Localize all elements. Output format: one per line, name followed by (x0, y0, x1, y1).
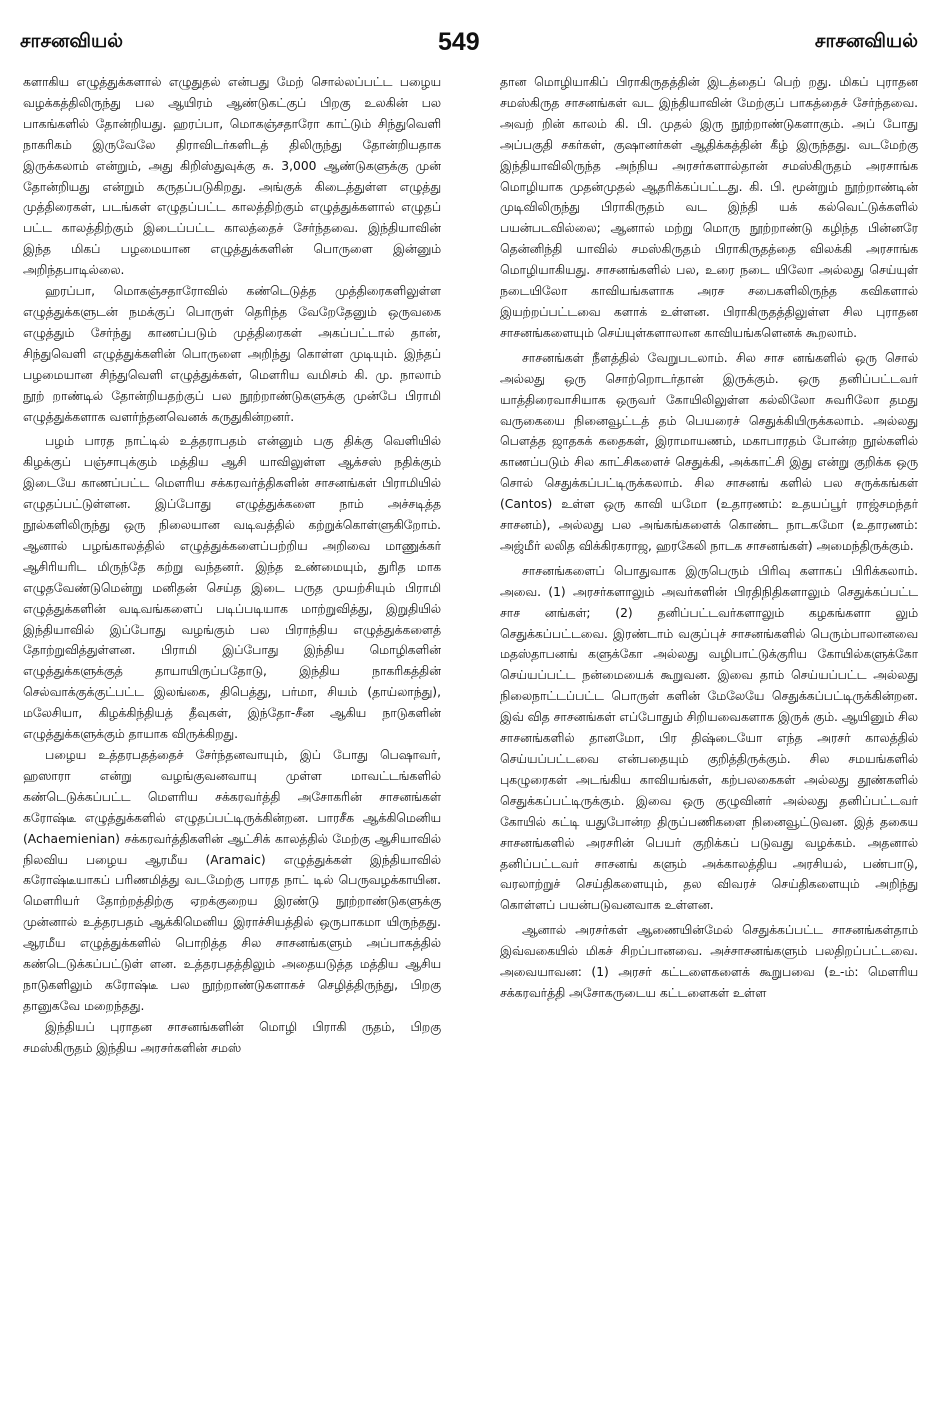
paragraph: தான மொழியாகிப் பிராகிருதத்தின் இடத்தைப் பெற் றது. மிகப் புராதன சமஸ்கிருத சாசனங்கள் வட இந்தியாவின் மேற்குப் பாகத்தைச் சேர்ந்தவை. அவற் றின் காலம் கி. பி. முதல் இரு நூற்றாண்டுகளாகும். அப் போது அப்பகுதி சகர்கள், குஷானர்கள் ஆதிக்கத்தின் கீழ் இருந்தது. வடமேற்கு இந்தியாவிலிருந்த அந்நிய அரசர்களால்தான் சமஸ்கிருதம் அரசாங்க மொழியாக முதன்முதல் ஆதரிக்கப்பட்டது. கி. பி. மூன்றும் நூற்றாண்டின் முடிவிலிருந்து பிராகிருதம் வட இந்தி யக் கல்வெட்டுக்களில் பயன்படவில்லை; ஆனால் மற்று மொரு நூற்றாண்டு கழிந்த பின்னரே தென்னிந்தி யாவில் சமஸ்கிருதம் பிராகிருதத்தை விலக்கி அரசாங்க மொழியாகியது. சாசனங்களில் பல, உரை நடை யிலோ அல்லது செய்யுள் நடையிலோ காவியங்களாக அரச சபைகளிலிருந்த கவிகளால் இயற்றப்பட்டவை களாக் உள்ளன. பிராகிருதத்திலுள்ள சில புராதன சாசனங்களையும் செய்யுள்களாலான காவியங்களெனக் கூறலாம். (500, 75, 918, 340)
paragraph: ஹரப்பா, மொகஞ்சதாரோவில் கண்டெடுத்த முத்திரைகளிலுள்ள எழுத்துக்களுடன் நமக்குப் பொருள் தெரிந்த வேறேதேனும் ஒருவகை எழுத்தும் சேர்ந்து காணப்படும் முத்திரைகள் அகப்பட்டால் தான், சிந்துவெளி எழுத்துக்களின் பொருளை அறிந்து கொள்ள முடியும். இந்தப் பழமையான சிந்துவெளி எழுத்துக்கள், மௌரிய வமிசம் கி. மு. நாலாம் நூற் றாண்டில் தோன்றியதற்குப் பல நூற்றாண்டுகளுக்கு முன்பே பிராமி எழுத்துக்களாக வளர்ந்தனவெனக் கருதுகின்றனர். (23, 284, 441, 424)
running-title-right: சாசனவியல் (814, 30, 918, 52)
running-title-left: சாசனவியல் (20, 30, 124, 52)
page-number: 549 (438, 28, 480, 56)
paragraph: சாசனங்கள் நீளத்தில் வேறுபடலாம். சில சாச னங்களில் ஒரு சொல் அல்லது ஒரு சொற்றொடர்தான் இருக்கும். ஒரு தனிப்பட்டவர் யாத்திரைவாசியாக ஒருவர் கோயிலிலுள்ள கல்லிலோ சுவரிலோ தமது வருகையை நினைவூட்டத் தம் பெயரைச் செதுக்கியிருக்கலாம். அல்லது பௌத்த ஜாதகக் கதைகள், இராமாயணம், மகாபாரதம் போன்ற நூல்களில் காணப்படும் சில காட்சிகளைச் செதுக்கி, அக்காட்சி இது என்று குறிக்க ஒரு சொல் செதுக்கப்பட்டிருக்கலாம். சில சாசனங் களில் பல சருக்கங்கள் (Cantos) உள்ள ஒரு காவி யமோ (உதாரணம்: உதயப்பூர் ராஜ்சமந்தர் சாசனம்), அல்லது பல அங்கங்களைக் கொண்ட நாடகமோ (உதாரணம்: அஜ்மீர் லலித விக்கிரகராஜ, ஹரகேலி நாடக சாசனங்கள்) அமைந்திருக்கும். (500, 350, 918, 553)
paragraph: களாகிய எழுத்துக்களால் எழுதுதல் என்பது மேற் சொல்லப்பட்ட பழைய வழக்கத்திலிருந்து பல ஆயிரம் ஆண்டுகட்குப் பிறகு உலகின் பல பாகங்களில் தோன்றியது. ஹரப்பா, மொகஞ்சதாரோ காட்டும் சிந்துவெளி நாகரிகம் இருவேலே திராவிடர்களிடத் திலிருந்து தோன்றியதாக இருக்கலாம் என்றும், அது கிறிஸ்துவுக்கு சு. 3,000 ஆண்டுகளுக்கு முன் தோன்றியது என்றும் கருதப்படுகிறது. அங்குக் கிடைத்துள்ள எழுத்து முத்திரைகள், படங்கள் எழுதப்பட்ட காலத்திற்கும் எழுத்துக்களால் எழுதப் பட்ட காலத்திற்கும் இடைப்பட்ட காலத்தைச் சேர்ந்தவை. இந்தியாவின் இந்த மிகப் பழமையான எழுத்துக்களின் பொருளை இன்னும் அறிந்தபாடில்லை. (23, 75, 441, 278)
paragraph: பழம் பாரத நாட்டில் உத்தராபதம் என்னும் பகு திக்கு வெளியில் கிழக்குப் பஞ்சாபுக்கும் மத்திய ஆசி யாவிலுள்ள ஆக்சஸ் நதிக்கும் இடையே காணப்பட்ட மௌரிய சக்கரவர்த்திகளின் சாசனங்கள் பிராமியில் எழுதப்பட்டுள்ளன. இப்போது எழுத்துக்களை நாம் அச்சடித்த நூல்களிலிருந்து ஒரு நிலையான வடிவத்தில் கற்றுக்கொள்ளுகிறோம். ஆனால் பழங்காலத்தில் எழுத்துக்களைப்பற்றிய அறிவை மாணுக்கர் ஆசிரியரிட மிருந்தே கற்று வந்தனர். இந்த உண்மையும், துரித மாக எழுதவேண்டுமென்று மனிதன் செய்த இடை பருத முயற்சியும் பிராமி எழுத்துக்களின் வடிவங்களைப் படிப்படியாக மாற்றுவித்து, இறுதியில் இந்தியாவில் இப்போது வழங்கும் பல பிராந்திய எழுத்துக்களைத் தோற்றுவித்துள்ளன. பிராமி இப்போது இந்திய மொழிகளின் எழுத்துக்களுக்குத் தாயாயிருப்பதோடு, இந்திய நாகரிகத்தின் செல்வாக்குக்குட்பட்ட இலங்கை, திபெத்து, பர்மா, சியம் (தாய்லாந்து), மலேசியா, கிழக்கிந்தியத் தீவுகள், இந்தோ-சீன ஆகிய நாடுகளின் எழுத்துக்களுக்கும் தாயாக விருக்கிறது. (23, 434, 441, 742)
paragraph: ஆனால் அரசர்கள் ஆணையின்மேல் செதுக்கப்பட்ட சாசனங்கள்தாம் இவ்வகையில் மிகச் சிறப்பானவை. அச்சாசனங்களும் பலதிறப்பட்டவை. அவையாவன: (1) அரசர் கட்டளைகளைக் கூறுபவை (உ-ம்: மௌரிய சக்கரவர்த்தி அசோகருடைய கட்டளைகள் உள்ள (500, 923, 918, 1000)
page-header (0, 0, 940, 70)
paragraph: பழைய உத்தரபதத்தைச் சேர்ந்தனவாயும், இப் போது பெஷாவர், ஹஸாரா என்று வழங்குவனவாயு முள்ள மாவட்டங்களில் கண்டெடுக்கப்பட்ட மௌரிய சக்கரவர்த்தி அசோகரின் சாசனங்கள் கரோஷ்டீ எழுத்துக்களில் எழுதப்பட்டிருக்கின்றன. பாரசீக ஆக்கிமெனிய (Achaemienian) சக்கரவர்த்திகளின் ஆட்சிக் காலத்தில் மேற்கு ஆசியாவில் நிலவிய பழைய ஆரமீய (Aramaic) எழுத்துக்கள் இந்தியாவில் கரோஷ்டீயாகப் பரிணமித்து வடமேற்கு பாரத நாட் டில் பெருவழக்காயின. மௌரியர் தோற்றத்திற்கு ஏறக்குறைய இரண்டு நூற்றாண்டுகளுக்கு முன்னால் உத்தரபதம் ஆக்கிமெனிய இராச்சியத்தில் ஒருபாகமா யிருந்தது. ஆரமீய எழுத்துக்களில் பொறித்த சில சாசனங்களும் அப்பாகத்தில் கண்டெடுக்கப்பட்டுள் ளன. உத்தரபதத்திலும் அதையடுத்த மத்திய ஆசிய நாடுகளிலும் கரோஷ்டீ பல நூற்றாண்டுகளாகச் செழித்திருந்து, பிறகு தானுகவே மறைந்தது. (23, 748, 441, 1013)
right-column (500, 72, 918, 1420)
paragraph: இந்தியப் புராதன சாசனங்களின் மொழி பிராகி ருதம், பிறகு சமஸ்கிருதம் இந்திய அரசர்களின் சமஸ் (23, 1019, 441, 1055)
left-column (23, 72, 441, 1420)
paragraph: சாசனங்களைப் பொதுவாக இருபெரும் பிரிவு களாகப் பிரிக்கலாம். அவை. (1) அரசர்களாலும் அவர்களின் பிரதிநிதிகளாலும் செதுக்கப்பட்ட சாச னங்கள்; (2) தனிப்பட்டவர்களாலும் கழகங்களா லும் செதுக்கப்பட்டவை. இரண்டாம் வகுப்புச் சாசனங்களில் பெரும்பாலானவை மதஸ்தாபனங் களுக்கோ அல்லது வழிபாட்டுக்குரிய கோயில்களுக்கோ செய்யப்பட்ட நன்மையைக் கூறுவன. இவை தாம் செய்யப்பட்ட அல்லது நிலைநாட்டப்பட்ட பொருள் களின் மேலேயே செதுக்கப்பட்டிருக்கின்றன. இவ் வித சாசனங்கள் எப்போதும் சிறியவைகளாக இருக் கும். ஆயினும் சில சாசனங்களில் தானமோ, பிர திஷ்டையோ எந்த அரசர் காலத்தில் செய்யப்பட்டவை என்பதையும் குறித்திருக்கும். சில சமயங்களில் புகழுரைகள் அடங்கிய காவியங்கள், கற்பலகைகள் அல்லது தூண்களில் செதுக்கப்பட்டிருக்கும். இவை ஒரு குழுவினர் அல்லது தனிப்பட்டவர் கோயில் கட்டி யதுபோன்ற திருப்பணிகளை நினைவூட்டுவன. இத் தகைய சாசனங்களில் அரசரின் பெயர் குறிக்கப் படுவது வழக்கம். அதனால் தனிப்பட்டவர் சாசனங் களும் அக்காலத்திய அரசியல், பண்பாடு, வரலாற்றுச் செய்திகளையும், தல விவரச் செய்திகளையும் அறிந்து கொள்ளப் பயன்படுவனவாக உள்ளன. (500, 563, 918, 913)
